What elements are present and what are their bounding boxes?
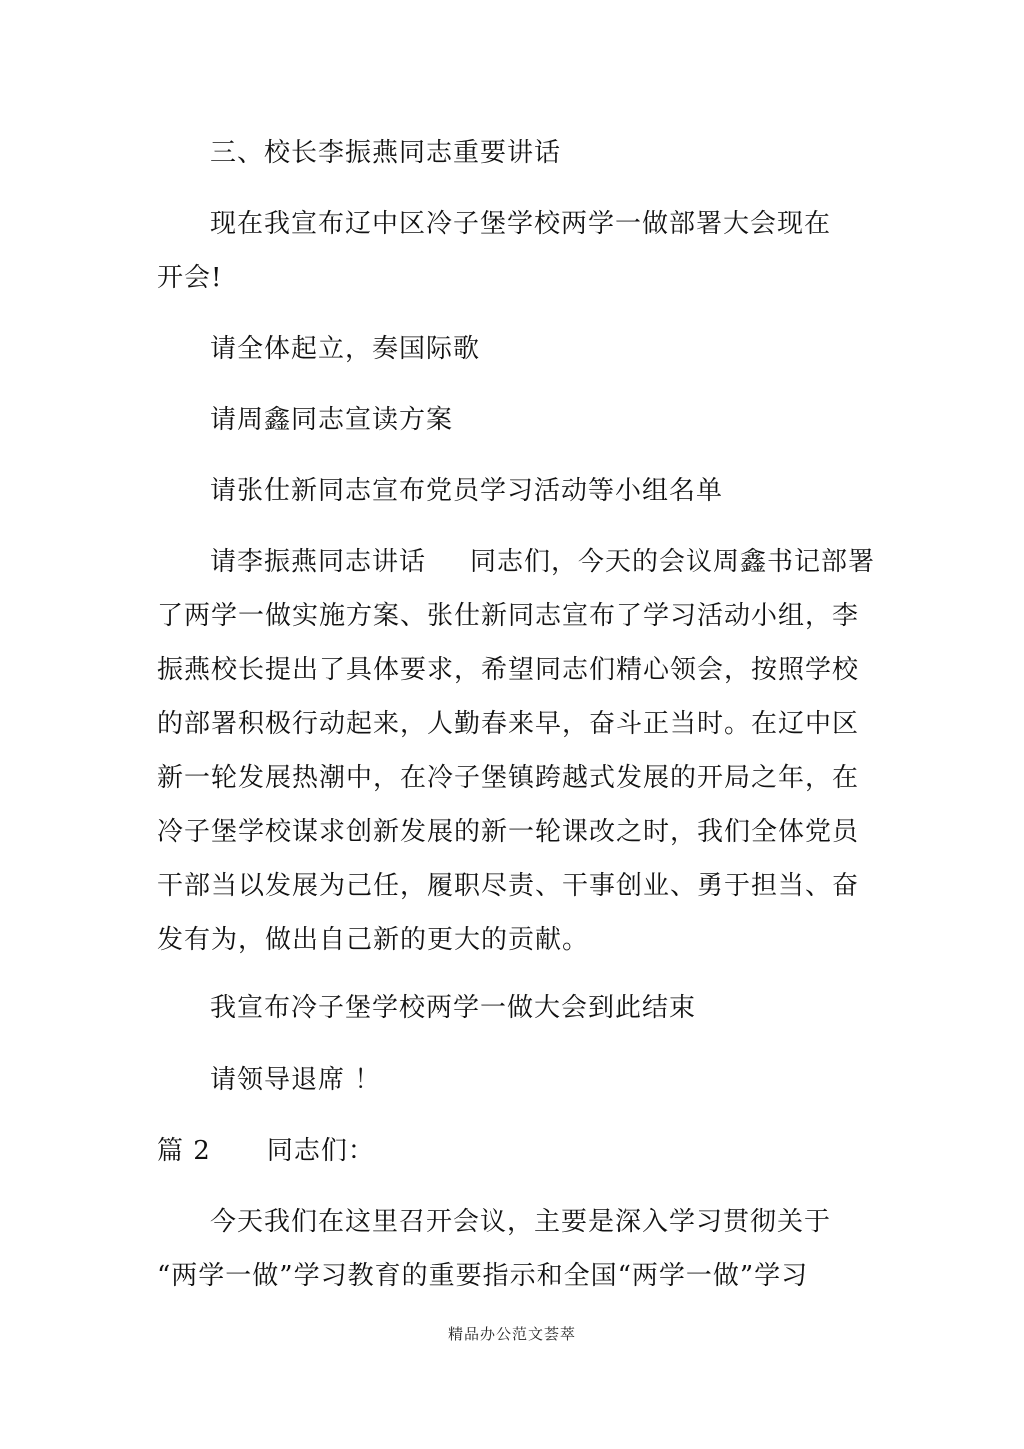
speech-paragraph <box>157 535 876 967</box>
closing-line: 我宣布冷子堡学校两学一做大会到此结束 <box>210 993 697 1023</box>
article-2-label: 篇 2 <box>157 1136 211 1166</box>
leaders-exit-line: 请领导退席 ！ <box>210 1065 382 1095</box>
section-heading: 三、校长李振燕同志重要讲话 <box>210 138 562 168</box>
opening-line-1: 现在我宣布辽中区冷子堡学校两学一做部署大会现在 <box>210 209 832 239</box>
opening-line-2: 开会! <box>157 263 223 293</box>
intro-line-1: 今天我们在这里召开会议，主要是深入学习贯彻关于 <box>210 1207 832 1237</box>
article-2-greeting: 同志们： <box>266 1136 375 1166</box>
speech-row: 冷子堡学校谋求创新发展的新一轮课改之时，我们全体党员 <box>157 817 860 847</box>
article-2-heading <box>157 1136 375 1166</box>
page-footer: 精品办公范文荟萃 <box>447 1325 576 1343</box>
speech-row: 新一轮发展热潮中，在冷子堡镇跨越式发展的开局之年，在 <box>157 763 860 793</box>
speech-lead: 请李振燕同志讲话 <box>210 547 427 577</box>
speech-row-1 <box>157 535 876 589</box>
intro-line-2: “两学一做”学习教育的重要指示和全国“两学一做”学习 <box>157 1261 809 1291</box>
speech-row: 振燕校长提出了具体要求，希望同志们精心领会，按照学校 <box>157 655 860 685</box>
announce-list-line: 请张仕新同志宣布党员学习活动等小组名单 <box>210 476 724 506</box>
speech-row: 了两学一做实施方案、张仕新同志宣布了学习活动小组，李 <box>157 601 860 631</box>
anthem-line: 请全体起立，奏国际歌 <box>210 334 481 364</box>
speech-row: 发有为，做出自己新的更大的贡献。 <box>157 925 590 955</box>
speech-line-1-rest: 同志们，今天的会议周鑫书记部署 <box>470 547 876 577</box>
speech-row: 干部当以发展为己任，履职尽责、干事创业、勇于担当、奋 <box>157 871 860 901</box>
read-plan-line: 请周鑫同志宣读方案 <box>210 405 454 435</box>
speech-row: 的部署积极行动起来，人勤春来早，奋斗正当时。在辽中区 <box>157 709 860 739</box>
